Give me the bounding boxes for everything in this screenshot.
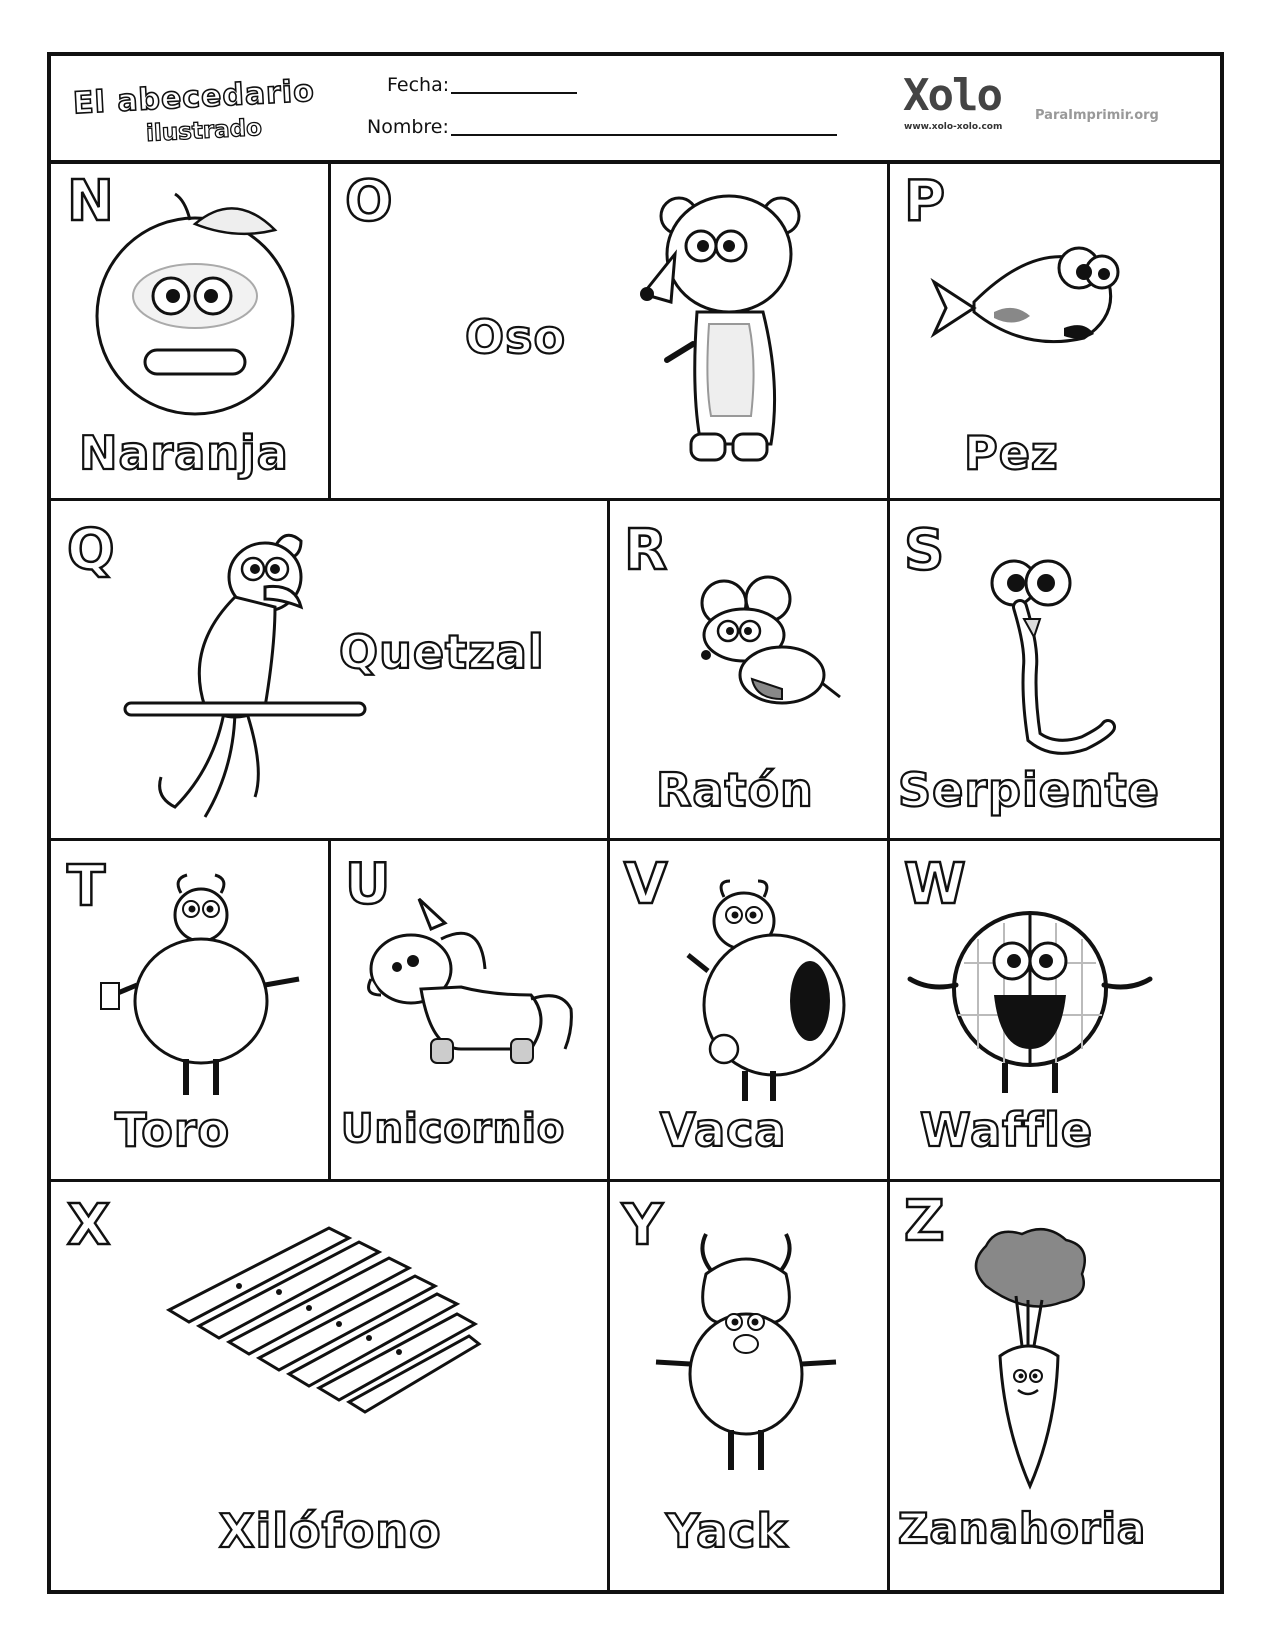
xolo-url: www.xolo-xolo.com (904, 122, 1003, 132)
card-n (51, 160, 331, 501)
card-word: Yack (666, 1504, 788, 1558)
card-s (890, 501, 1220, 841)
card-letter: X (67, 1193, 111, 1258)
card-r (610, 501, 890, 841)
card-word: Zanahoria (898, 1504, 1147, 1553)
fish-icon (934, 242, 1124, 352)
waffle-icon (910, 899, 1150, 1099)
name-field[interactable] (451, 134, 837, 136)
card-letter: T (67, 854, 106, 919)
card-y (610, 1182, 890, 1594)
card-word: Quetzal (339, 625, 545, 679)
carrot-icon (966, 1226, 1096, 1506)
card-word: Waffle (920, 1103, 1094, 1157)
cow-icon (674, 881, 854, 1101)
card-letter: P (904, 169, 946, 234)
yak-icon (656, 1234, 836, 1474)
snake-icon (974, 557, 1114, 757)
card-word: Toro (115, 1103, 231, 1157)
card-letter: U (345, 852, 391, 917)
unicorn-icon (361, 899, 581, 1079)
card-letter: Q (67, 518, 115, 583)
date-field[interactable] (451, 92, 577, 94)
xylophone-icon (169, 1228, 479, 1418)
card-v (610, 841, 890, 1182)
worksheet (47, 52, 1224, 1594)
card-letter: S (904, 518, 945, 583)
orange-icon (95, 190, 295, 410)
bull-icon (101, 875, 291, 1095)
card-letter: Z (904, 1189, 945, 1254)
card-letter: R (624, 518, 668, 583)
card-word: Oso (465, 310, 567, 364)
card-letter: V (624, 852, 668, 917)
card-word: Vaca (660, 1103, 787, 1157)
card-word: Unicornio (341, 1106, 566, 1152)
card-w (890, 841, 1220, 1182)
card-p (890, 160, 1220, 501)
card-z (890, 1182, 1220, 1594)
card-o (331, 160, 890, 501)
quetzal-bird-icon (125, 527, 375, 827)
paraimprimir-logo: ParaImprimir.org (1035, 108, 1159, 123)
card-letter: W (904, 852, 966, 917)
mouse-icon (692, 579, 842, 719)
card-letter: O (345, 169, 393, 234)
card-u (331, 841, 610, 1182)
card-word: Xilófono (219, 1504, 442, 1558)
worksheet-title: El abecedario (72, 73, 316, 122)
card-q (51, 501, 610, 841)
xolo-logo: Xolo (903, 70, 1001, 121)
card-x (51, 1182, 610, 1594)
card-t (51, 841, 331, 1182)
name-label: Nombre: (367, 116, 449, 138)
worksheet-subtitle: ilustrado (145, 114, 263, 148)
card-word: Pez (964, 426, 1059, 480)
card-letter: N (67, 169, 114, 234)
card-word: Naranja (79, 426, 289, 480)
date-label: Fecha: (387, 74, 450, 96)
card-word: Serpiente (898, 763, 1160, 817)
bear-icon (631, 184, 801, 474)
card-word: Ratón (656, 763, 814, 817)
card-letter: Y (622, 1193, 663, 1258)
worksheet-header (51, 56, 1220, 164)
